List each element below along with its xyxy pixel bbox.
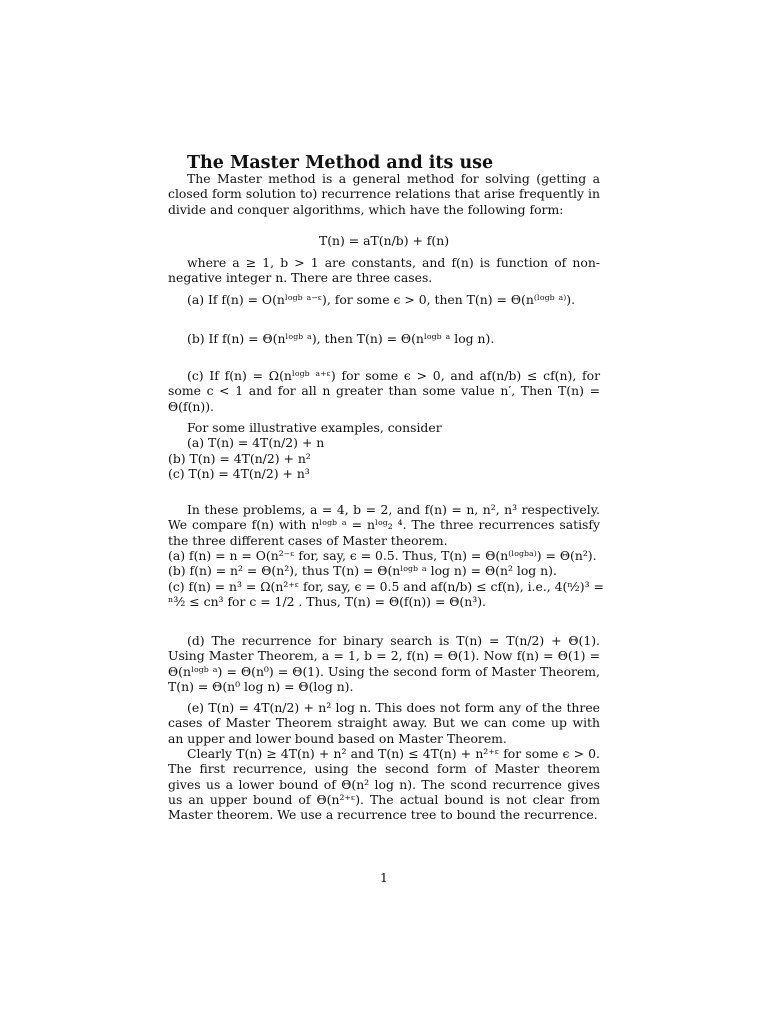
example-c: (c) T(n) = 4T(n/2) + n³ bbox=[168, 465, 310, 481]
clearly-paragraph: Clearly T(n) ≥ 4T(n) + n² and T(n) ≤ 4T(n) + n²⁺ᵋ for some ϵ > 0. The first recurrence, using the second form of Master theorem gives us a lower bound of Θ(n² log n). The scond recurrence gives us an upper bound of Θ(n²⁺ᵋ). The actual bound is not clear from Master theorem. We use a recurrence tree to bound the recurrence. bbox=[168, 746, 600, 823]
analysis-list bbox=[168, 548, 604, 609]
example-a: (a) T(n) = 4T(n/2) + n bbox=[187, 435, 325, 451]
analysis-a: (a) f(n) = n = O(n²⁻ᵋ for, say, ϵ = 0.5. Thus, T(n) = Θ(n⁽ˡᵒᵍᵇᵃ⁾) = Θ(n²). bbox=[168, 548, 597, 563]
master-recurrence-equation: T(n) = aT(n/b) + f(n) bbox=[318, 233, 450, 248]
analysis-c-line1: (c) f(n) = n³ = Ω(n²⁺ᵋ for, say, ϵ = 0.5 and af(n/b) ≤ cf(n), i.e., 4(ⁿ⁄₂)³ = bbox=[168, 578, 604, 594]
page-number: 1 bbox=[380, 870, 388, 885]
constants-paragraph: where a ≥ 1, b > 1 are constants, and f(n) is function of non-negative integer n. There are three cases. bbox=[168, 255, 600, 286]
analysis-c-line2: ⁿ³⁄₂ ≤ cn³ for c = 1/2 . Thus, T(n) = Θ(f(n)) = Θ(n³). bbox=[168, 593, 486, 609]
analysis-paragraph: In these problems, a = 4, b = 2, and f(n) = n, n², n³ respectively. We compare f(n) with nˡᵒᵍᵇ ᵃ = nˡᵒᵍ₂ ⁴. The three recurrences satisfy the three different cases of Master theorem. bbox=[168, 502, 600, 548]
part-e-paragraph: (e) T(n) = 4T(n/2) + n² log n. This does not form any of the three cases of Master Theorem straight away. But we can come up with an upper and lower bound based on Master Theorem. bbox=[168, 700, 600, 746]
case-c: (c) If f(n) = Ω(nˡᵒᵍᵇ ᵃ⁺ᵋ) for some ϵ > 0, and af(n/b) ≤ cf(n), for some c < 1 and for all n greater than some value n′, Then T(n) = Θ(f(n)). bbox=[168, 368, 600, 414]
example-b: (b) T(n) = 4T(n/2) + n² bbox=[168, 450, 311, 466]
examples-intro: For some illustrative examples, consider bbox=[187, 420, 442, 435]
intro-paragraph: The Master method is a general method for solving (getting a closed form solution to) recurrence relations that arise frequently in divide and conquer algorithms, which have the following form: bbox=[168, 171, 600, 217]
analysis-b: (b) f(n) = n² = Θ(n²), thus T(n) = Θ(nˡᵒᵍᵇ ᵃ log n) = Θ(n² log n). bbox=[168, 563, 557, 579]
examples-list bbox=[168, 420, 600, 481]
part-d-paragraph: (d) The recurrence for binary search is T(n) = T(n/2) + Θ(1). Using Master Theorem, a = 1, b = 2, f(n) = Θ(1). Now f(n) = Θ(1) = Θ(nˡᵒᵍᵇ ᵃ) = Θ(n⁰) = Θ(1). Using the second form of Master Theorem, T(n) = Θ(n⁰ log n) = Θ(log n). bbox=[168, 633, 600, 694]
case-b: (b) If f(n) = Θ(nˡᵒᵍᵇ ᵃ), then T(n) = Θ(nˡᵒᵍᵇ ᵃ log n). bbox=[187, 331, 495, 346]
document-title: The Master Method and its use bbox=[187, 153, 494, 173]
case-a: (a) If f(n) = O(nˡᵒᵍᵇ ᵃ⁻ᵋ), for some ϵ > 0, then T(n) = Θ(n⁽ˡᵒᵍᵇ ᵃ⁾). bbox=[187, 292, 576, 307]
